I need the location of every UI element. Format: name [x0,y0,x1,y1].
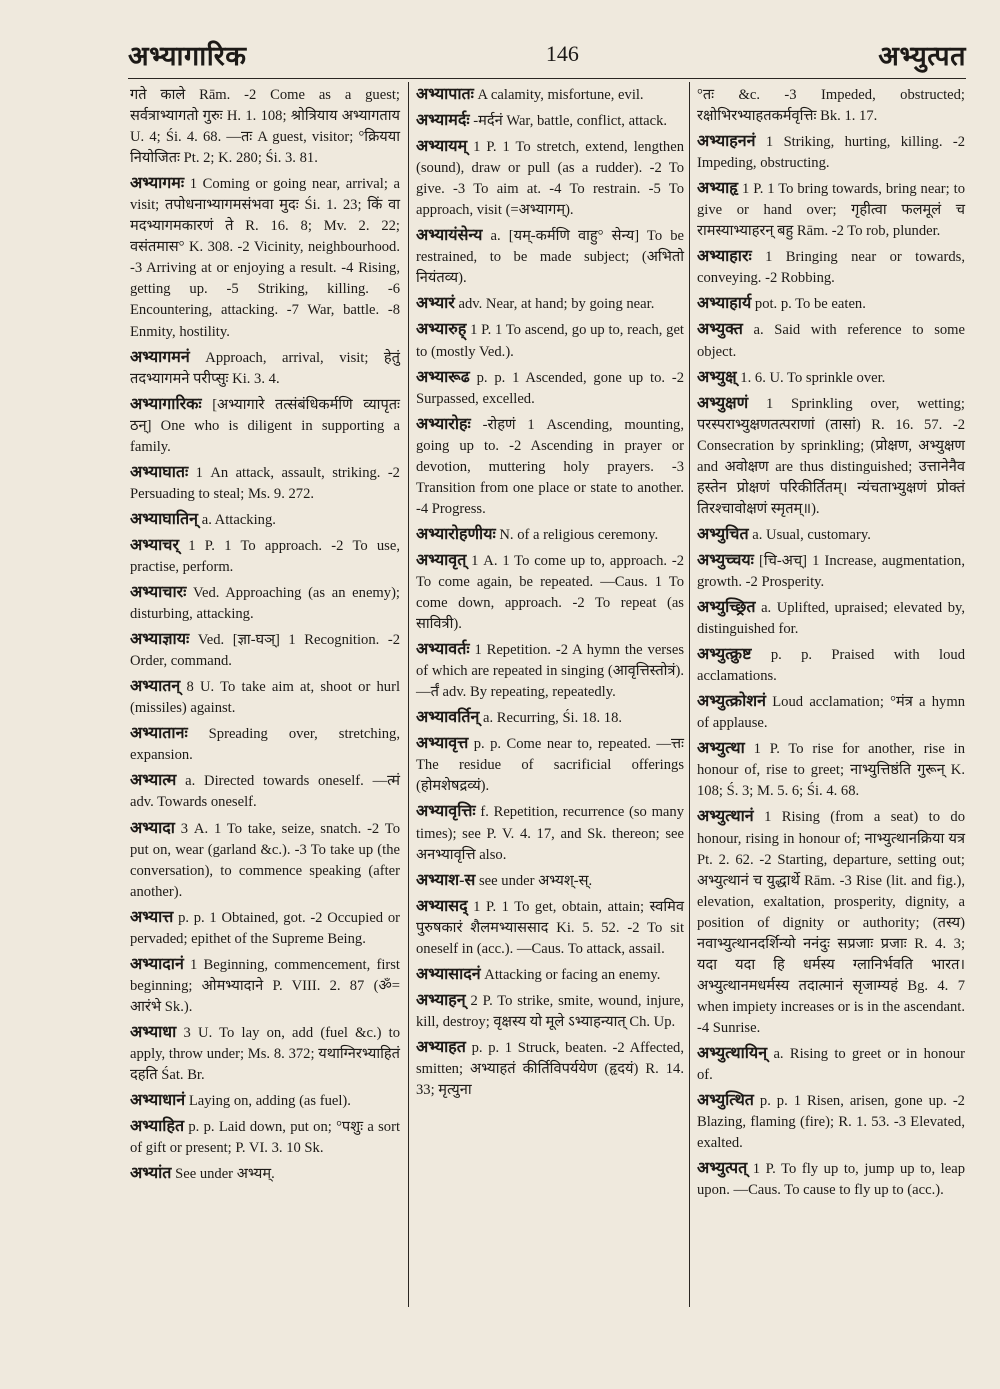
entry-definition: a. Uplifted, upraised; elevated by, distinguished for. [697,600,965,638]
entry-headword: अभ्यावर्तिन् [416,709,480,727]
column-1 [130,84,400,1189]
entry-headword: अभ्यासद् [416,897,468,915]
dictionary-entry [697,367,965,389]
entry-headword: अभ्यागमः [130,175,185,193]
dictionary-entry [416,136,684,221]
dictionary-entry [697,524,965,546]
entry-definition: °तः &c. -3 Impeded, obstructed; रक्षोभिरभ्याहतकर्मवृत्तिः Bk. 1. 17. [697,87,965,125]
entry-definition: 1 Sprinkling over, wetting; परस्पराभ्युक्षणतत्पराणां (तासां) R. 16. 57. -2 Consecration by sprinkling; (प्रोक्षण, अभ्युक्षण and अवोक्षण are thus distinguished; उत्तानेनैव हस्तेन प्रोक्षणं परिकीर्तितम्। न्यंचताभ्युक्षणं प्रोक्तं तिरश्चावोक्षणं स्मृतम्॥). [697,395,965,517]
entry-definition: 1 P. To rise for another, rise in honour of, rise to greet; नाभ्युत्तिष्ठंति गुरून् K. 108; Ś. 3; M. 5. 6; Śi. 4. 68. [697,741,965,800]
entry-definition: p. p. 1 Obtained, got. -2 Occupied or pervaded; epithet of the Supreme Being. [130,909,400,947]
entry-headword: अभ्याहार्य [697,295,752,313]
entry-headword: अभ्यायम् [416,138,468,156]
entry-headword: अभ्यामर्दः [416,112,470,130]
dictionary-entry [697,597,965,640]
entry-headword: अभ्यारूढ [416,368,470,386]
dictionary-entry [416,524,684,546]
entry-definition: a. Attacking. [201,511,276,528]
dictionary-entry [416,801,684,865]
entry-headword: अभ्याचारः [130,584,187,602]
entry-definition: Spreading over, stretching, expansion. [130,726,400,764]
entry-definition: f. Repetition, recurrence (so many times); see P. V. 4. 17, and Sk. thereon; see अनभ्यावृत्ति also. [416,804,684,863]
entry-headword: अभ्यारोहः [416,415,471,433]
entry-definition: 1 P. 1 To bring towards, bring near; to give or hand over; गृहीत्वा फलमूलं च रामस्याभ्याहरन् बहु Rām. -2 To rob, plunder. [697,181,965,240]
entry-definition: 1 Coming or going near, arrival; a visit; तपोधनाभ्यागमसंभवा मुदः Śi. 1. 23; किं वा मदभ्यागमकारणं ते R. 16. 8; Mv. 2. 22; वसंतमास° K. 308. -2 Vicinity, neighbourhood. -3 Arriving at or enjoying a result. -4 Rising, getting up. -5 Striking, killing. -6 Encountering, attacking. -7 War, battle. -8 Enmity, hostility. [130,176,400,340]
dictionary-entry [130,723,400,766]
entry-definition: 1. 6. U. To sprinkle over. [740,369,886,386]
entry-headword: अभ्यांत [130,1165,172,1183]
entry-definition: -रोहणं 1 Ascending, mounting, going up to. -2 Ascending in prayer or devotion, muttering holy prayers. -3 Transition from one place or state to another. -4 Progress. [416,416,685,517]
entry-definition: p. p. Laid down, put on; °पशुः a sort of gift or present; P. VI. 3. 10 Sk. [130,1119,401,1157]
entry-definition: see under अभ्यश्-स्. [479,872,593,889]
entry-headword: अभ्यातानः [130,725,188,743]
entry-headword: अभ्युत्क्रुष्ट [697,646,752,664]
dictionary-entry [697,1158,965,1201]
dictionary-entry [130,818,400,903]
entry-headword: अभ्युच्चयः [697,551,754,569]
entry-headword: अभ्यावर्तः [416,641,470,659]
entry-headword: अभ्याहत [416,1038,466,1056]
dictionary-entry [130,676,400,719]
dictionary-entry [697,293,965,315]
entry-definition: 1 Bringing near or towards, conveying. -2 Robbing. [697,249,965,287]
entry-definition: Loud acclamation; °मंत्र a hymn of applause. [697,694,965,732]
entry-definition: Ved. [ज्ञा-घञ्] 1 Recognition. -2 Order, command. [130,632,401,670]
entry-headword: अभ्युक्षणं [697,394,749,412]
dictionary-entry [416,707,684,729]
entry-headword: अभ्याघातः [130,463,189,481]
entry-headword: अभ्याहननं [697,133,756,151]
entry-headword: अभ्यागारिकः [130,395,202,413]
dictionary-entry [697,393,965,520]
dictionary-entry [697,131,965,174]
entry-definition: N. of a religious ceremony. [499,526,659,543]
entry-headword: अभ्युत्था [697,740,745,758]
dictionary-entry [130,1090,400,1112]
entry-headword: अभ्याहन् [416,991,466,1009]
entry-definition: Approach, arrival, visit; हेतुं तदभ्यागमने परीप्सुः Ki. 3. 4. [130,349,400,387]
entry-definition: 1 Striking, hurting, killing. -2 Impeding, obstructing. [697,134,965,172]
dictionary-entry [697,644,965,687]
dictionary-entry [416,414,684,520]
entry-headword: अभ्यायंसेन्य [416,227,483,245]
entry-headword: अभ्यारं [416,295,455,313]
dictionary-entry [416,1037,684,1101]
dictionary-entry [416,639,684,703]
entry-headword: अभ्यासादनं [416,965,481,983]
entry-definition: 1 An attack, assault, striking. -2 Persuading to steal; Ms. 9. 272. [130,464,400,502]
dictionary-entry [130,770,400,813]
entry-headword: अभ्याहृ [697,180,739,198]
entry-definition: pot. p. To be eaten. [754,296,866,313]
dictionary-entry [416,110,684,132]
entry-headword: अभ्युक्त [697,321,743,339]
dictionary-entry [130,954,400,1018]
dictionary-entry [697,691,965,734]
entry-headword: अभ्युत्थानं [697,808,754,826]
header-right-headword: अभ्युत्पत [878,40,966,72]
entry-headword: अभ्याश-स [416,871,476,889]
dictionary-entry [130,509,400,531]
dictionary-entry [130,535,400,578]
entry-definition: a. [यम्-कर्मणि वाहु° सेन्य] To be restrained, to be made subject; (अभितो नियंतव्य). [416,228,684,287]
dictionary-entry [130,582,400,625]
entry-definition: 2 P. To strike, smite, wound, injure, kill, destroy; वृक्षस्य यो मूले ऽभ्याहन्यात् Ch. Up. [416,992,684,1030]
entry-headword: अभ्यादानं [130,955,184,973]
dictionary-entry [130,1116,400,1159]
entry-headword: अभ्यात्म [130,772,177,790]
entry-definition: a. Directed towards oneself. —त्मं adv. Towards oneself. [130,773,401,811]
dictionary-entry [130,394,400,458]
dictionary-entry [416,84,684,106]
dictionary-entry [416,550,684,635]
entry-headword: अभ्युत्क्रोशनं [697,693,766,711]
header-left-headword: अभ्यागारिक [128,40,247,72]
dictionary-entry [130,84,400,169]
entry-headword: अभ्युत्पत् [697,1160,748,1178]
dictionary-entry [416,964,684,986]
entry-headword: अभ्युत्थायिन् [697,1044,768,1062]
entry-headword: अभ्यारोहणीयः [416,525,496,543]
dictionary-entry [416,319,684,362]
entry-definition: 1 Beginning, commencement, first beginning; ओमभ्यादाने P. VIII. 2. 87 (ॐ= आरंभे Sk.). [130,956,400,1015]
entry-definition: 1 P. 1 To ascend, go up to, reach, get to (mostly Ved.). [416,322,684,360]
entry-headword: अभ्यादा [130,819,175,837]
entry-definition: 1 P. To fly up to, jump up to, leap upon. —Caus. To cause to fly up to (acc.). [697,1161,965,1199]
column-divider [408,82,409,1307]
entry-definition: 3 A. 1 To take, seize, snatch. -2 To put on, wear (garland &c.). -3 To take up (the conversation), to commence speaking (after another). [130,820,400,900]
entry-definition: a. Rising to greet or in honour of. [697,1045,965,1084]
entry-definition: A calamity, misfortune, evil. [477,87,644,103]
dictionary-entry [416,367,684,410]
entry-definition: adv. Near, at hand; by going near. [458,296,655,313]
entry-headword: अभ्यारुह् [416,321,467,339]
entry-headword: अभ्याहित [130,1118,185,1136]
entry-definition: p. p. 1 Struck, beaten. -2 Affected, smitten; अभ्याहतं कीर्तिविपर्ययेण (हृदयं) R. 14. 33; मृत्युना [416,1039,684,1099]
dictionary-entry [697,1043,965,1086]
entry-definition: 8 U. To take aim at, shoot or hurl (missiles) against. [130,679,400,717]
entry-definition: a. Usual, customary. [752,526,871,543]
entry-headword: अभ्याधा [130,1023,177,1041]
dictionary-entry [130,1163,400,1185]
dictionary-entry [416,896,684,960]
dictionary-entry [416,990,684,1033]
entry-headword: अभ्युचित [697,525,749,543]
entry-definition: 1 Repetition. -2 A hymn the verses of which are repeated in singing (आवृत्तिस्तोत्रं). —र्तं adv. By repeating, repeatedly. [416,642,684,701]
entry-definition: 3 U. To lay on, add (fuel &c.) to apply, throw under; Ms. 8. 372; यथाग्निरभ्याहितं दहति Śat. Br. [130,1024,400,1084]
entry-definition: -मर्दनं War, battle, conflict, attack. [473,113,668,130]
dictionary-entry [697,806,965,1039]
dictionary-entry [697,84,965,127]
dictionary-entry [130,629,400,672]
entry-headword: अभ्याज्ञायः [130,631,190,649]
entry-definition: p. p. Come near to, repeated. —त्तः The residue of sacrificial offerings (होमशेषद्रव्यं). [416,736,684,795]
entry-definition: Ved. Approaching (as an enemy); disturbing, attacking. [130,585,400,623]
dictionary-entry [416,870,684,892]
header-rule [128,78,966,79]
entry-definition: Attacking or facing an enemy. [484,966,661,983]
entry-headword: अभ्यापातः [416,86,474,103]
entry-headword: अभ्यावृत्तिः [416,803,476,821]
dictionary-entry [416,225,684,289]
page-number: 146 [545,41,579,66]
entry-headword: अभ्याहारः [697,248,752,266]
entry-headword: अभ्युक्ष् [697,368,737,386]
entry-definition: 1 Rising (from a seat) to do honour, rising in honour of; नाभ्युत्थानक्रिया यत्र Pt. 2. 62. -2 Starting, departure, setting out; अभ्युत्थानं च युद्धार्थे Rām. -3 Rise (lit. and fig.), elevation, exaltation, prosperity, dignity, a position of dignity or authority; (तस्य) नवाभ्युत्थानदर्शिन्यो ननंदुः सप्रजाः प्रजाः R. 4. 3; यदा यदा हि धर्मस्य ग्लानिर्भवति भारत। अभ्युत्थानमधर्मस्य तदात्मानं सृजाम्यहं Bg. 4. 7 when impiety increases or is in the ascendant. -4 Sunrise. [697,809,965,1036]
dictionary-entry [697,178,965,242]
column-2 [416,84,684,1105]
entry-definition: Laying on, adding (as fuel). [188,1093,351,1110]
entry-headword: अभ्यावृत् [416,551,467,569]
dictionary-entry [130,462,400,505]
entry-definition: p. p. Praised with loud acclamations. [697,647,965,685]
entry-definition: 1 P. 1 To approach. -2 To use, practise, perform. [130,537,400,575]
dictionary-entry [697,738,965,802]
entry-definition: [चि-अच्] 1 Increase, augmentation, growth. -2 Prosperity. [697,552,965,590]
entry-definition: a. Said with reference to some object. [697,322,965,360]
entry-definition: गते काले Rām. -2 Come as a guest; सर्वत्राभ्यागतो गुरुः H. 1. 108; श्रोत्रियाय अभ्यागताय U. 4; Śi. 4. 68. —तः A guest, visitor; °क्रियया नियोजितः Pt. 2; K. 280; Śi. 3. 81. [130,87,400,167]
dictionary-entry [130,173,400,342]
dictionary-entry [697,1090,965,1154]
entry-headword: अभ्यातन् [130,678,181,696]
dictionary-entry [416,293,684,315]
entry-headword: अभ्यात्त [130,908,174,926]
entry-headword: अभ्याघातिन् [130,510,199,528]
entry-definition: p. p. 1 Risen, arisen, gone up. -2 Blazing, flaming (fire); R. 1. 53. -3 Elevated, exalted. [697,1093,965,1152]
page-header [128,34,966,74]
entry-headword: अभ्यागमनं [130,348,190,366]
entry-definition: 1 P. 1 To stretch, extend, lengthen (sound), draw or pull (as a rudder). -2 To give. -3 To aim at. -4 To restrain. -5 To approach, visit (=अभ्यागम्). [416,139,684,219]
entry-headword: अभ्युत्थित [697,1092,754,1110]
dictionary-entry [130,907,400,950]
dictionary-entry [130,1022,400,1086]
dictionary-entry [697,246,965,289]
entry-definition: [अभ्यागारे तत्संबंधिकर्मणि व्यापृतः ठन्] One who is diligent in supporting a family. [130,396,400,455]
entry-headword: अभ्यावृत्त [416,735,469,753]
entry-definition: p. p. 1 Ascended, gone up to. -2 Surpassed, excelled. [416,369,684,407]
dictionary-entry [130,347,400,390]
dictionary-entry [697,319,965,362]
dictionary-entry [416,733,684,797]
entry-headword: अभ्याचर् [130,536,180,554]
column-3 [697,84,965,1205]
dictionary-entry [697,550,965,593]
entry-headword: अभ्याधानं [130,1092,186,1110]
entry-definition: See under अभ्यम्. [175,1166,275,1183]
column-divider [689,82,690,1307]
entry-definition: 1 A. 1 To come up to, approach. -2 To come again, be repeated. —Caus. 1 To come down, approach. -2 To repeat (as सावित्री). [416,552,684,633]
entry-headword: अभ्युच्छ्रित [697,599,756,617]
entry-definition: a. Recurring, Śi. 18. 18. [483,710,623,727]
entry-definition: 1 P. 1 To get, obtain, attain; स्वमिव पुरुषकारं शैलमभ्याससाद Ki. 5. 52. -2 To sit oneself in (acc.). —Caus. To attack, assail. [416,898,684,957]
